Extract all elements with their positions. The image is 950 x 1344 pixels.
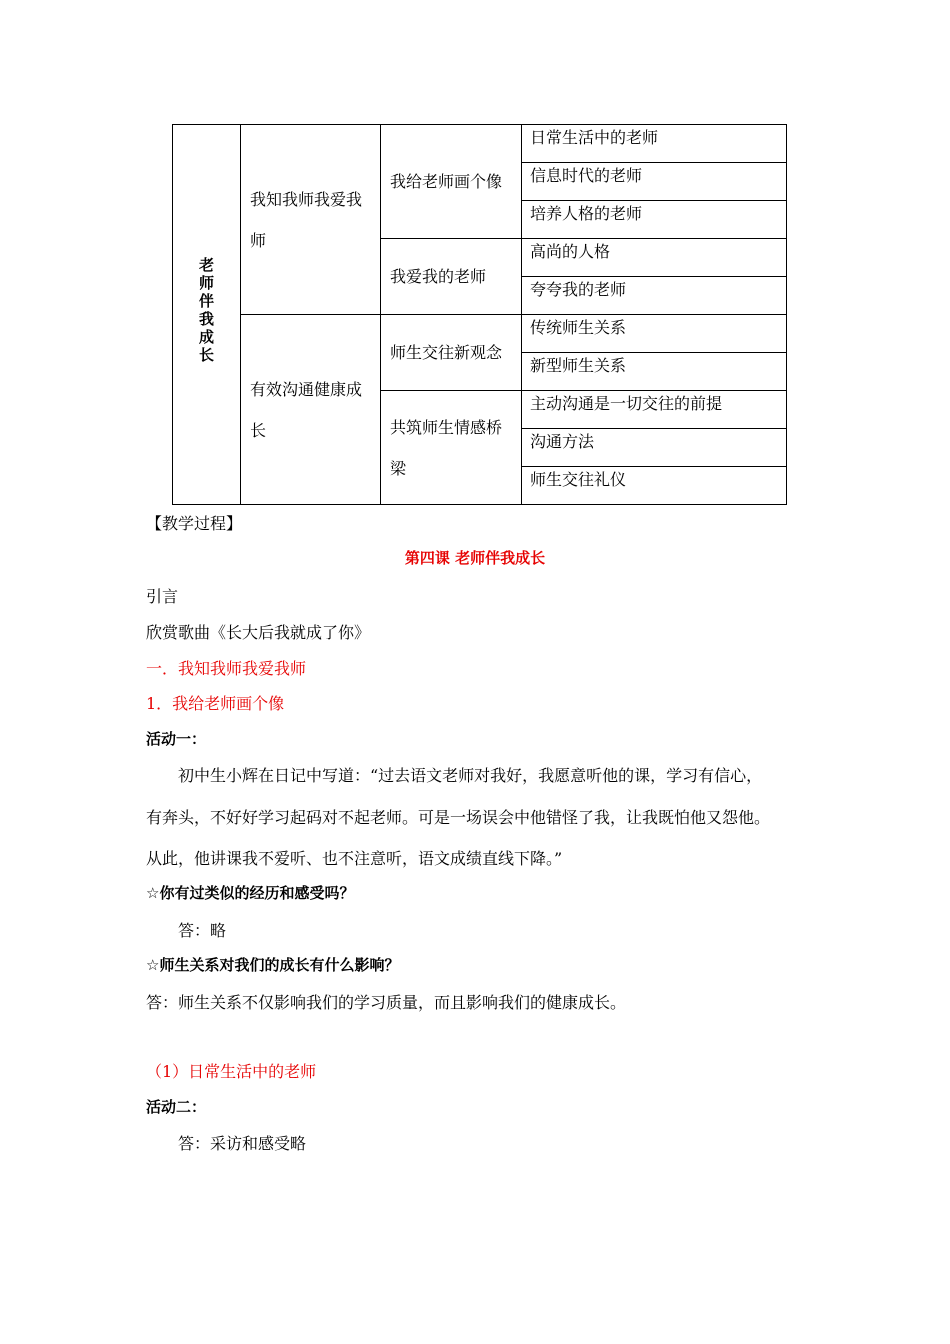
topic-cell: [381, 315, 522, 391]
quote-line: 有奔头，不好好学习起码对不起老师。可是一场误会中他错怪了我，让我既怕他又怨他。: [146, 808, 771, 827]
answer-text: 答：师生关系不仅影响我们的学习质量，而且影响我们的健康成长。: [146, 993, 627, 1012]
leaf-cell: [522, 429, 787, 467]
leaf-label: 高尚的人格: [530, 242, 611, 261]
leaf-label: 新型师生关系: [530, 356, 627, 375]
song-text: 欣赏歌曲《长大后我就成了你》: [146, 623, 371, 642]
quote-line: 从此，他讲课我不爱听、也不注意听，语文成绩直线下降。”: [146, 849, 563, 868]
section-heading: 一．我知我师我爱我师: [146, 659, 307, 678]
leaf-label: 沟通方法: [530, 432, 595, 451]
subsection-heading: （1）日常生活中的老师: [146, 1062, 317, 1081]
table-row: [173, 315, 787, 353]
section-cell: [241, 315, 381, 505]
table-row: [173, 125, 787, 163]
process-heading: 【教学过程】: [146, 514, 243, 533]
section-label: 我知我师我爱我师: [250, 189, 363, 250]
outline-table: [172, 124, 787, 505]
leaf-cell: [522, 201, 787, 239]
activity-heading: 活动二：: [146, 1098, 207, 1116]
section-cell: [241, 125, 381, 315]
topic-label: 我给老师画个像: [390, 172, 503, 191]
leaf-label: 主动沟通是一切交往的前提: [530, 394, 723, 413]
leaf-cell: [522, 163, 787, 201]
topic-label: 师生交往新观念: [390, 343, 503, 362]
leaf-label: 信息时代的老师: [530, 166, 643, 185]
leaf-label: 夸夸我的老师: [530, 280, 627, 299]
quote-line: 初中生小辉在日记中写道：“过去语文老师对我好，我愿意听他的课，学习有信心，: [178, 766, 763, 785]
leaf-cell: [522, 239, 787, 277]
subsection-heading: 1．我给老师画个像: [146, 694, 285, 713]
question-text: ☆师生关系对我们的成长有什么影响？: [146, 956, 400, 974]
topic-cell: [381, 125, 522, 239]
intro-text: 引言: [146, 587, 179, 606]
topic-label: 我爱我的老师: [390, 267, 487, 286]
activity-heading: 活动一：: [146, 730, 207, 748]
leaf-cell: [522, 315, 787, 353]
root-label: 老师伴我成长: [198, 255, 214, 364]
topic-cell: [381, 239, 522, 315]
leaf-label: 师生交往礼仪: [530, 470, 627, 489]
leaf-cell: [522, 353, 787, 391]
topic-cell: [381, 391, 522, 505]
lesson-title: 第四课 老师伴我成长: [404, 549, 546, 567]
leaf-label: 传统师生关系: [530, 318, 627, 337]
section-label: 有效沟通健康成长: [250, 379, 363, 440]
answer-text: 答：采访和感受略: [178, 1134, 307, 1153]
leaf-cell: [522, 467, 787, 505]
question-text: ☆你有过类似的经历和感受吗？: [146, 884, 355, 902]
leaf-cell: [522, 277, 787, 315]
leaf-label: 培养人格的老师: [530, 204, 643, 223]
leaf-cell: [522, 391, 787, 429]
topic-label: 共筑师生情感桥梁: [390, 417, 503, 478]
root-cell: [173, 125, 241, 505]
leaf-cell: [522, 125, 787, 163]
answer-text: 答：略: [178, 921, 227, 940]
leaf-label: 日常生活中的老师: [530, 128, 659, 147]
